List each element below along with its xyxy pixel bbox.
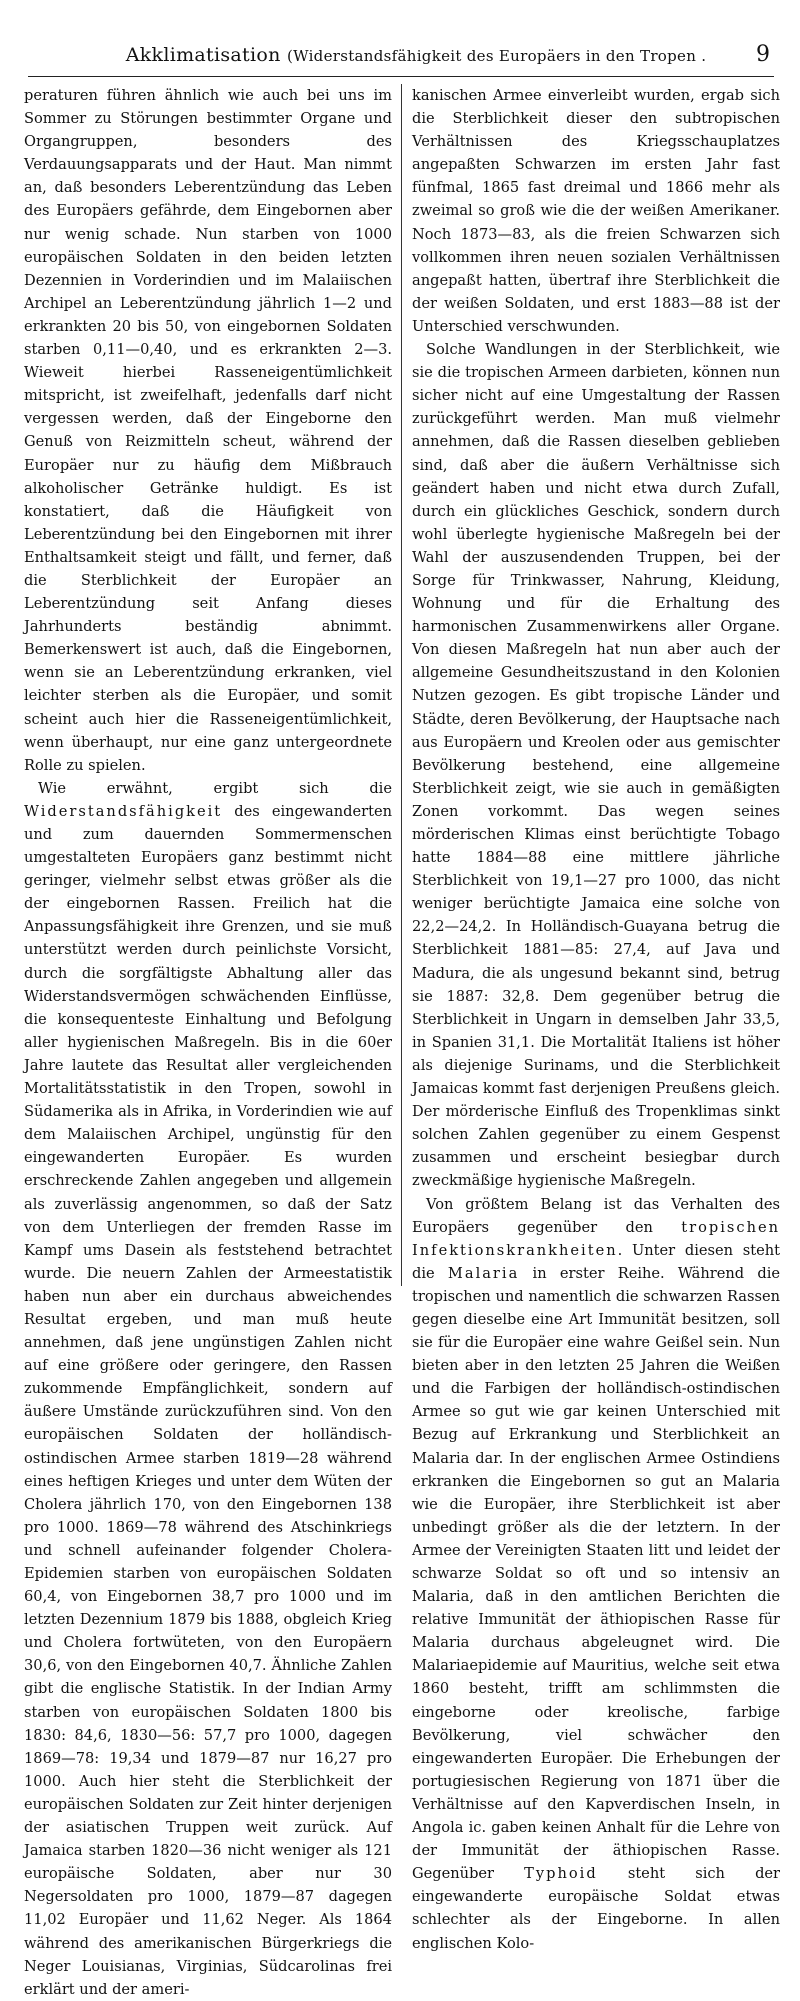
- spaced-term: Typhoid: [524, 1865, 598, 1883]
- paragraph: peraturen führen ähnlich wie auch bei uns im Sommer zu Störungen bestimmter Organe und Organgruppen, besonders des Verdauungsapparats und der Haut. Man nimmt an, daß besonders Leberentzündung das Leben des Europäers gefährde, dem Eingebornen aber nur wenig schade. Nun starben von 1000 europäischen Soldaten in den beiden letzten Dezennien in Vorderindien und im Malaiischen Archipel an Leberentzündung jährlich 1—2 und erkrankten 20 bis 50, von eingebornen Soldaten starben 0,11—0,40, und es erkrankten 2—3. Wieweit hierbei Rasseneigentümlichkeit mitspricht, ist zweifelhaft, jedenfalls darf nicht vergessen werden, daß der Eingeborne den Genuß von Reizmitteln scheut, während der Europäer nur zu häufig dem Mißbrauch alkoholischer Getränke huldigt. Es ist konstatiert, daß die Häufigkeit von Leberentzündung bei den Eingebornen mit ihrer Enthaltsamkeit steigt und fällt, und ferner, daß die Sterblichkeit der Europäer an Leberentzündung seit Anfang dieses Jahrhunderts beständig abnimmt. Bemerkenswert ist auch, daß die Eingebornen, wenn sie an Leberentzündung erkranken, viel leichter sterben als die Europäer, und somit scheint auch hier die Rasseneigentümlichkeit, wenn überhaupt, nur eine ganz untergeordnete Rolle zu spielen.: [24, 87, 392, 774]
- text-run: Von größtem Belang ist das Verhalten des Europäers gegenüber den: [412, 1195, 780, 1236]
- spaced-term: Widerstandsfähigkeit: [24, 802, 223, 820]
- spaced-term: Malaria: [447, 1264, 520, 1282]
- paragraph: Solche Wandlungen in der Sterblichkeit, wie sie die tropischen Armeen darbieten, können nun sicher nicht auf eine Umgestaltung der Rassen zurückgeführt werden. Man muß vielmehr annehmen, daß die Rassen dieselben geblieben sind, daß aber die äußern Verhältnisse sich geändert haben und nicht etwa durch Zufall, durch ein glückliches Geschick, sondern durch wohl überlegte hygienische Maßregeln bei der Wahl der auszusendenden Truppen, bei der Sorge für Trinkwasser, Nahrung, Kleidung, Wohnung und für die Erhaltung des harmonischen Zusammenwirkens aller Organe. Von diesen Maßregeln hat nun aber auch der allgemeine Gesundheitszustand in den Kolonien Nutzen gezogen. Es gibt tropische Länder und Städte, deren Bevölkerung, der Hauptsache nach aus Europäern und Kreolen oder aus gemischter Bevölkerung bestehend, eine allgemeine Sterblichkeit zeigt, wie sie auch in gemäßigten Zonen vorkommt. Das wegen seines mörderischen Klimas einst berüchtigte Tobago hatte 1884—88 eine mittlere jährliche Sterblichkeit von 19,1—27 pro 1000, das nicht weniger berüchtigte Jamaica eine solche von 22,2—24,2. In Holländisch-Guayana betrug die Sterblichkeit 1881—85: 27,4, auf Java und Madura, die als ungesund bekannt sind, betrug sie 1887: 32,8. Dem gegenüber betrug die Sterblichkeit in Ungarn in demselben Jahr 33,5, in Spanien 31,1. Die Mortalität Italiens ist höher als diejenige Surinams, und die Sterblichkeit Jamaicas kommt fast derjenigen Preußens gleich. Der mörderische Einfluß des Tropenklimas sinkt solchen Zahlen gegenüber zu einem Gespenst zusammen und erscheint besiegbar durch zweckmäßige hygienische Maßregeln.: [412, 341, 780, 1190]
- text-run: des eingewanderten und zum dauernden Sommermenschen umgestalteten Europäers ganz bestimmt nicht geringer, vielmehr selbst etwas größer als die der eingebornen Rassen. Freilich hat die Anpassungsfähigkeit ihre Grenzen, und sie muß unterstützt werden durch peinlichste Vorsicht, durch die sorgfältigste Abhaltung aller das Widerstandsvermögen schwächenden Einflüsse, die konsequenteste Einhaltung und Befolgung aller hygienischen Maßregeln. Bis in die 60er Jahre lautete das Resultat aller vergleichenden Mortalitätsstatistik in den Tropen, sowohl in Südamerika als in Afrika, in Vorderindien wie auf dem Malaiischen Archipel, ungünstig für den eingewanderten Europäer. Es wurden erschreckende Zahlen angegeben und allgemein als zuverlässig angenommen, so daß der Satz von dem Unterliegen der fremden Rasse im Kampf ums Dasein als feststehend betrachtet wurde. Die neuern Zahlen der Armeestatistik haben nun aber ein durchaus abweichendes Resultat ergeben, und man muß heute annehmen, daß jene ungünstigen Zahlen nicht auf eine größere oder geringere, den Rassen zukommende Empfänglichkeit, sondern auf äußere Umstände zurückzuführen sind. Von den europäischen Soldaten der holländisch-ostindischen Armee starben 1819—28 während eines heftigen Krieges und unter dem Wüten der Cholera jährlich 170, von den Eingebornen 138 pro 1000. 1869—78 während des Atschinkriegs und schnell aufeinander folgender Cholera-Epidemien starben von europäischen Soldaten 60,4, von Eingebornen 38,7 pro 1000 und im letzten Dezennium 1879 bis 1888, obgleich Krieg und Cholera fortwüteten, von den Europäern 30,6, von den Eingebornen 40,7. Ähnliche Zahlen gibt die englische Statistik. In der Indian Army starben von europäischen Soldaten 1800 bis 1830: 84,6, 1830—56: 57,7 pro 1000, dagegen 1869—78: 19,34 und 1879—87 nur 16,27 pro 1000. Auch hier steht die Sterblichkeit der europäischen Soldaten zur Zeit hinter derjenigen der asiatischen Truppen weit zurück. Auf Jamaica starben 1820—36 nicht weniger als 121 europäische Soldaten, aber nur 30 Negersoldaten pro 1000, 1879—87 dagegen 11,02 Europäer und 11,62 Neger. Als 1864 während des amerikanischen Bürgerkriegs die Neger Louisianas, Virginias, Südcarolinas frei erklärt und der ameri-: [24, 802, 392, 1998]
- text-run: Wie erwähnt, ergibt sich die: [38, 779, 392, 797]
- paragraph: [24, 777, 392, 2001]
- header-title: [118, 44, 714, 66]
- paragraph: [412, 1193, 780, 1955]
- spaced-term: tropischen Infektionskrankheiten: [412, 1218, 780, 1259]
- paragraph: kanischen Armee einverleibt wurden, ergab sich die Sterblichkeit dieser den subtropischen Verhältnissen des Kriegsschauplatzes angepaßten Schwarzen im ersten Jahr fast fünfmal, 1865 fast dreimal und 1866 mehr als zweimal so groß wie die der weißen Amerikaner. Noch 1873—83, als die freien Schwarzen sich vollkommen ihren neuen sozialen Verhältnissen angepaßt hatten, übertraf ihre Sterblichkeit die der weißen Soldaten, und erst 1883—88 ist der Unterschied verschwunden.: [412, 87, 780, 335]
- text-run: in erster Reihe. Während die tropischen und namentlich die schwarzen Rassen gegen dieselbe eine Art Immunität besitzen, soll sie für die Europäer eine wahre Geißel sein. Nun bieten aber in den letzten 25 Jahren die Weißen und die Farbigen der holländisch-ostindischen Armee so gut wie gar keinen Unterschied mit Bezug auf Erkrankung und Sterblichkeit an Malaria dar. In der englischen Armee Ostindiens erkranken die Eingebornen so gut an Malaria wie die Europäer, ihre Sterblichkeit ist aber unbedingt größer als die der letztern. In der Armee der Vereinigten Staaten litt und leidet der schwarze Soldat so oft und so intensiv an Malaria, daß in den amtlichen Berichten die relative Immunität der äthiopischen Rasse für Malaria durchaus abgeleugnet wird. Die Malariaepidemie auf Mauritius, welche seit etwa 1860 besteht, trifft am schlimmsten die eingeborne oder kreolische, farbige Bevölkerung, viel schwächer den eingewanderten Europäer. Die Erhebungen der portugiesischen Regierung von 1871 über die Verhältnisse auf den Kapverdischen Inseln, in Angola ic. gaben keinen Anhalt für die Lehre von der Immunität der äthiopischen Rasse. Gegenüber: [412, 1264, 781, 1883]
- left-column: [24, 84, 392, 2001]
- text-run: steht sich der eingewanderte europäische Soldat etwas schlechter als der Eingeborne. In allen englischen Kolo-: [412, 1865, 781, 1952]
- header-title-main: Akklimatisation: [125, 44, 281, 66]
- page-number: 9: [756, 42, 770, 67]
- right-column: [412, 84, 780, 1955]
- header-title-sub: (Widerstandsfähigkeit des Europäers in den Tropen .: [286, 47, 707, 65]
- column-divider: [401, 84, 402, 1286]
- text-run: . Unter diesen steht die: [412, 1241, 780, 1282]
- running-header: [28, 40, 774, 77]
